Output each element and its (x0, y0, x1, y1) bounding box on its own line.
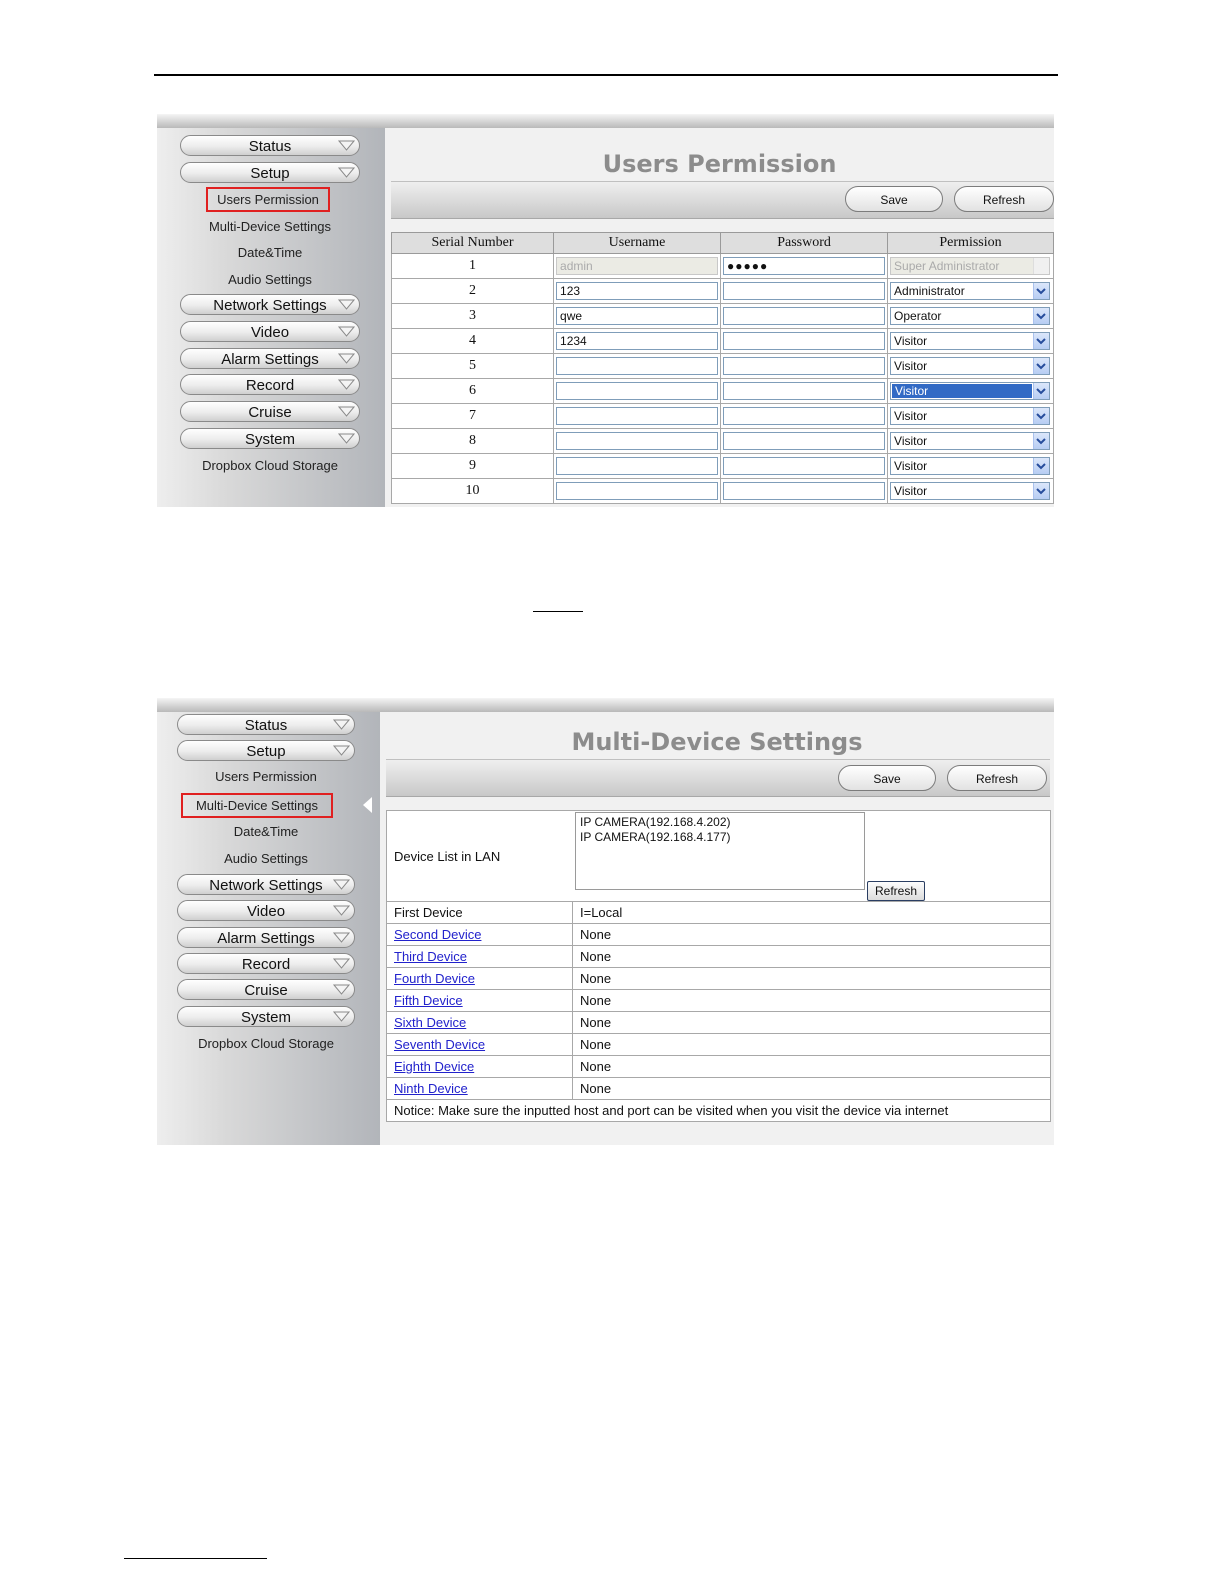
nav-record-label: Record (241, 956, 291, 973)
device-label-cell (387, 1078, 573, 1100)
device-value: None (573, 1034, 1051, 1056)
nav-cruise-button[interactable] (177, 979, 355, 1000)
chevron-down-icon (1033, 458, 1049, 474)
device-label-cell (387, 968, 573, 990)
permission-value: Visitor (894, 334, 928, 348)
separator-rule (533, 611, 583, 612)
chevron-down-icon (1033, 433, 1049, 449)
nav-status-button[interactable] (180, 135, 360, 156)
nav-cruise-label: Cruise (244, 982, 288, 999)
permission-select[interactable] (890, 357, 1050, 375)
nav-network-label: Network Settings (213, 297, 327, 314)
table-row (392, 379, 1054, 404)
chevron-down-icon (338, 325, 355, 338)
password-field[interactable] (723, 407, 885, 425)
chevron-down-icon (1033, 383, 1049, 399)
table-row (392, 404, 1054, 429)
password-cell (721, 329, 888, 354)
nav-users-permission-link[interactable] (206, 187, 330, 212)
nav-network-label: Network Settings (209, 877, 323, 894)
username-cell (554, 304, 721, 329)
table-row (392, 329, 1054, 354)
window-top-bar (157, 114, 1054, 128)
permission-select[interactable] (890, 332, 1050, 350)
chevron-down-icon (338, 352, 355, 365)
device-value: None (573, 968, 1051, 990)
device-label: First Device (387, 902, 573, 924)
nav-network-button[interactable] (177, 874, 355, 895)
chevron-down-icon (1033, 408, 1049, 424)
third-device-link[interactable]: Third Device (394, 949, 467, 964)
table-row (392, 429, 1054, 454)
nav-multi-device-label: Multi-Device Settings (195, 798, 319, 813)
password-cell (721, 404, 888, 429)
serial-cell: 10 (392, 479, 554, 504)
chevron-down-icon (338, 405, 355, 418)
table-row (392, 454, 1054, 479)
device-value: None (573, 990, 1051, 1012)
nav-setup-button[interactable] (177, 740, 355, 761)
permission-select-focused[interactable] (890, 382, 1050, 400)
username-cell (554, 454, 721, 479)
table-row (387, 1078, 1051, 1100)
header-serial-number: Serial Number (392, 233, 554, 254)
nav-dropbox-link[interactable]: Dropbox Cloud Storage (202, 458, 338, 473)
page-top-rule (154, 74, 1058, 76)
nav-multi-device-link[interactable] (181, 793, 333, 818)
username-field[interactable] (556, 382, 718, 400)
device-label-cell (387, 946, 573, 968)
table-row (392, 479, 1054, 504)
permission-cell (888, 254, 1054, 279)
password-field[interactable] (723, 432, 885, 450)
password-field[interactable] (723, 482, 885, 500)
nav-system-label: System (244, 431, 295, 448)
nav-multi-device-link[interactable]: Multi-Device Settings (208, 219, 332, 234)
chevron-down-icon (333, 718, 350, 731)
table-row (387, 968, 1051, 990)
table-row (387, 1056, 1051, 1078)
fourth-device-link[interactable]: Fourth Device (394, 971, 475, 986)
nav-status-button[interactable] (177, 714, 355, 735)
permission-cell (888, 329, 1054, 354)
permission-value: Operator (894, 309, 942, 323)
device-value: None (573, 1012, 1051, 1034)
permission-value: Visitor (894, 459, 928, 473)
chevron-down-icon (1033, 283, 1049, 299)
device-list-label: Device List in LAN (394, 849, 501, 864)
serial-cell: 1 (392, 254, 554, 279)
nav-alarm-label: Alarm Settings (217, 930, 315, 947)
password-cell (721, 254, 888, 279)
device-label-cell (387, 1056, 573, 1078)
serial-cell: 5 (392, 354, 554, 379)
second-device-link[interactable]: Second Device (394, 927, 482, 942)
nav-alarm-button[interactable] (177, 927, 355, 948)
serial-cell: 7 (392, 404, 554, 429)
username-field[interactable] (556, 357, 718, 375)
permission-value: Visitor (894, 484, 928, 498)
chevron-down-icon (1033, 358, 1049, 374)
username-cell (554, 379, 721, 404)
permission-select[interactable] (890, 307, 1050, 325)
nav-audio-link[interactable]: Audio Settings (228, 272, 312, 287)
username-field[interactable] (556, 457, 718, 475)
chevron-down-icon (1033, 483, 1049, 499)
table-row (392, 279, 1054, 304)
table-row (387, 990, 1051, 1012)
nav-video-label: Video (250, 324, 290, 341)
device-list-box[interactable] (575, 812, 865, 890)
password-cell (721, 279, 888, 304)
eighth-device-link[interactable]: Eighth Device (394, 1059, 475, 1074)
password-cell (721, 379, 888, 404)
username-cell (554, 404, 721, 429)
refresh-button[interactable]: Refresh (954, 186, 1054, 212)
nav-video-button[interactable] (177, 900, 355, 921)
sidebar (157, 712, 380, 1145)
footnote-rule (124, 1558, 267, 1559)
permission-cell (888, 429, 1054, 454)
table-row (387, 924, 1051, 946)
username-cell (554, 354, 721, 379)
main-content (385, 128, 1054, 507)
password-field[interactable] (723, 382, 885, 400)
password-field[interactable]: ●●●●● (723, 257, 885, 275)
page-title: Multi-Device Settings (571, 728, 863, 756)
device-list-row (387, 811, 1051, 902)
nav-status-label: Status (248, 138, 292, 155)
serial-cell: 3 (392, 304, 554, 329)
table-row (387, 902, 1051, 924)
nav-network-button[interactable] (180, 294, 360, 315)
nav-record-button[interactable] (177, 953, 355, 974)
permission-select[interactable] (890, 407, 1050, 425)
nav-datetime-link[interactable]: Date&Time (233, 824, 299, 839)
permission-cell (888, 479, 1054, 504)
device-value: None (573, 946, 1051, 968)
chevron-down-icon (338, 166, 355, 179)
list-refresh-button[interactable]: Refresh (867, 881, 925, 901)
multi-device-screenshot (157, 698, 1054, 1145)
nav-datetime-link[interactable]: Date&Time (237, 245, 303, 260)
password-cell (721, 479, 888, 504)
toolbar (386, 759, 1050, 797)
device-value: I=Local (573, 902, 1051, 924)
chevron-down-icon (333, 1010, 350, 1023)
permission-select[interactable] (890, 482, 1050, 500)
device-label-cell (387, 1034, 573, 1056)
table-row (392, 304, 1054, 329)
device-list-cell (387, 811, 1051, 902)
permission-cell (888, 279, 1054, 304)
username-field[interactable] (556, 432, 718, 450)
permission-cell (888, 454, 1054, 479)
nav-dropbox-link[interactable]: Dropbox Cloud Storage (198, 1036, 334, 1051)
chevron-down-icon (338, 378, 355, 391)
permission-select (890, 257, 1050, 275)
serial-cell: 9 (392, 454, 554, 479)
chevron-down-icon (333, 904, 350, 917)
permission-select[interactable] (890, 282, 1050, 300)
ninth-device-link[interactable]: Ninth Device (394, 1081, 468, 1096)
password-cell (721, 454, 888, 479)
username-cell (554, 279, 721, 304)
permission-value: Visitor (894, 409, 928, 423)
device-value: None (573, 1078, 1051, 1100)
table-header-row (392, 233, 1054, 254)
chevron-down-icon (1033, 308, 1049, 324)
username-field[interactable]: qwe (556, 307, 718, 325)
sixth-device-link[interactable]: Sixth Device (394, 1015, 467, 1030)
password-field[interactable] (723, 357, 885, 375)
username-cell (554, 429, 721, 454)
password-field[interactable] (723, 307, 885, 325)
nav-system-label: System (240, 1009, 291, 1026)
fifth-device-link[interactable]: Fifth Device (394, 993, 463, 1008)
nav-cruise-button[interactable] (180, 401, 360, 422)
username-field[interactable]: 123 (556, 282, 718, 300)
username-field: admin (556, 257, 718, 275)
permission-value: Super Administrator (894, 259, 1000, 273)
nav-alarm-label: Alarm Settings (221, 351, 319, 368)
permission-cell (888, 404, 1054, 429)
header-permission: Permission (888, 233, 1054, 254)
nav-record-button[interactable] (180, 374, 360, 395)
list-item[interactable]: IP CAMERA(192.168.4.177) (580, 830, 731, 844)
device-label-cell (387, 924, 573, 946)
nav-system-button[interactable] (177, 1006, 355, 1027)
window-top-bar (157, 698, 1054, 712)
chevron-down-icon (338, 139, 355, 152)
chevron-down-icon (333, 983, 350, 996)
nav-status-label: Status (244, 717, 288, 734)
nav-users-permission-link[interactable]: Users Permission (215, 769, 317, 784)
chevron-down-icon (1033, 333, 1049, 349)
nav-setup-label: Setup (246, 743, 286, 760)
serial-cell: 6 (392, 379, 554, 404)
nav-video-label: Video (246, 903, 286, 920)
device-value: None (573, 1056, 1051, 1078)
notice-text: Notice: Make sure the inputted host and port can be visited when you visit the device via internet (387, 1100, 1051, 1122)
nav-record-label: Record (245, 377, 295, 394)
table-row (387, 1034, 1051, 1056)
username-field[interactable] (556, 482, 718, 500)
chevron-down-icon (333, 931, 350, 944)
device-label-cell (387, 990, 573, 1012)
permission-select[interactable] (890, 457, 1050, 475)
main-content (380, 712, 1054, 1145)
nav-audio-link[interactable]: Audio Settings (224, 851, 308, 866)
table-row (392, 354, 1054, 379)
multi-device-table (386, 810, 1051, 1122)
users-table (391, 232, 1054, 504)
chevron-down-icon (338, 432, 355, 445)
nav-setup-button[interactable] (180, 162, 360, 183)
permission-cell (888, 354, 1054, 379)
password-cell (721, 429, 888, 454)
list-item[interactable]: IP CAMERA(192.168.4.202) (580, 815, 731, 829)
serial-cell: 8 (392, 429, 554, 454)
permission-value: Visitor (894, 359, 928, 373)
password-cell (721, 304, 888, 329)
nav-system-button[interactable] (180, 428, 360, 449)
password-cell (721, 354, 888, 379)
page-title: Users Permission (602, 150, 837, 178)
users-permission-screenshot (157, 114, 1054, 507)
nav-setup-label: Setup (250, 165, 290, 182)
header-password: Password (721, 233, 888, 254)
username-cell (554, 479, 721, 504)
sidebar (157, 128, 385, 507)
permission-cell (888, 304, 1054, 329)
chevron-down-icon (333, 744, 350, 757)
serial-cell: 4 (392, 329, 554, 354)
seventh-device-link[interactable]: Seventh Device (394, 1037, 486, 1052)
nav-video-button[interactable] (180, 321, 360, 342)
device-value: None (573, 924, 1051, 946)
password-field[interactable] (723, 282, 885, 300)
nav-cruise-label: Cruise (248, 404, 292, 421)
username-field[interactable]: 1234 (556, 332, 718, 350)
refresh-button[interactable]: Refresh (947, 765, 1047, 791)
toolbar (391, 181, 1054, 219)
chevron-down-icon (333, 957, 350, 970)
table-row (387, 946, 1051, 968)
table-row (392, 254, 1054, 279)
header-username: Username (554, 233, 721, 254)
password-field[interactable] (723, 457, 885, 475)
permission-cell (888, 379, 1054, 404)
nav-users-permission-label: Users Permission (217, 192, 319, 207)
permission-value: Administrator (894, 284, 965, 298)
password-field[interactable] (723, 332, 885, 350)
save-button[interactable]: Save (838, 765, 936, 791)
serial-cell: 2 (392, 279, 554, 304)
username-cell (554, 254, 721, 279)
chevron-down-icon (338, 298, 355, 311)
permission-value: Visitor (892, 384, 1032, 398)
username-field[interactable] (556, 407, 718, 425)
notice-row (387, 1100, 1051, 1122)
nav-alarm-button[interactable] (180, 348, 360, 369)
chevron-down-icon (333, 878, 350, 891)
username-cell (554, 329, 721, 354)
table-row (387, 1012, 1051, 1034)
chevron-down-icon (1033, 258, 1049, 274)
save-button[interactable]: Save (845, 186, 943, 212)
permission-select[interactable] (890, 432, 1050, 450)
active-indicator-arrow (363, 797, 372, 813)
device-label-cell (387, 1012, 573, 1034)
permission-value: Visitor (894, 434, 928, 448)
